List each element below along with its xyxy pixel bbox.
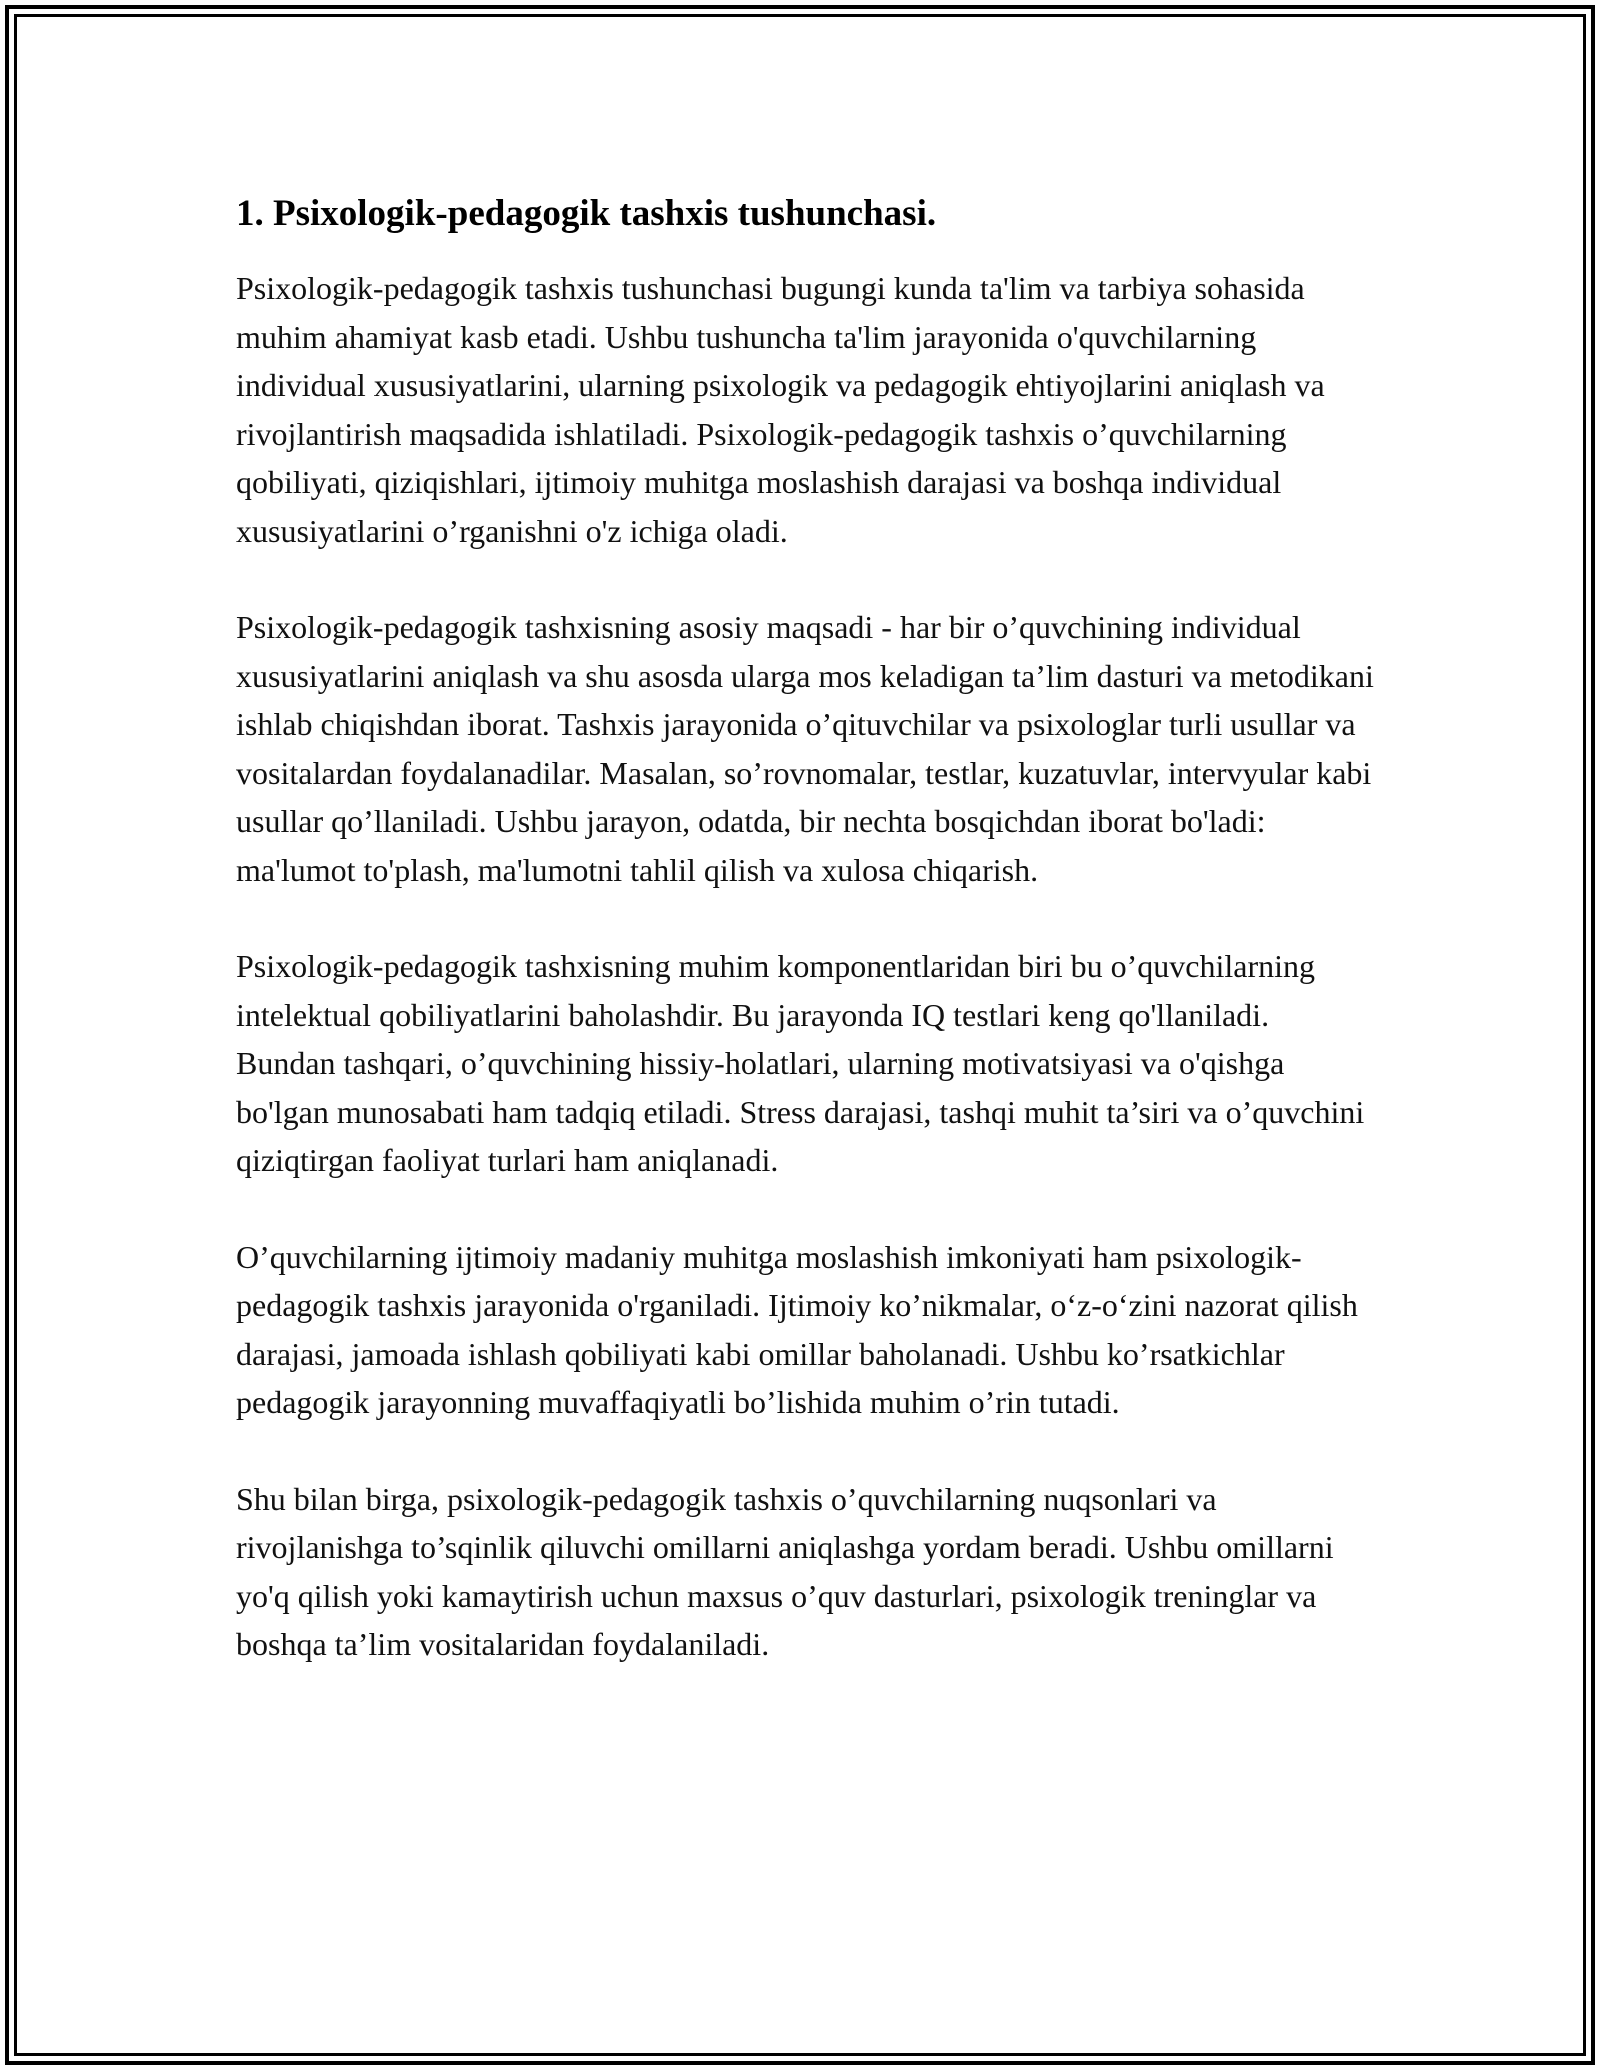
paragraph-5: Shu bilan birga, psixologik-pedagogik tashxis o’quvchilarning nuqsonlari va rivojlanishga to’sqinlik qiluvchi omillarni aniqlashga yordam beradi. Ushbu omillarni yo'q qilish yoki kamaytirish uchun maxsus o’quv dasturlari, psixologik treninglar va boshqa ta’lim vositalaridan foydalaniladi. bbox=[236, 1480, 1334, 1662]
paragraph-2: Psixologik-pedagogik tashxisning asosiy maqsadi - har bir o’quvchining individual xususiyatlarini aniqlash va shu asosda ularga mos keladigan ta’lim dasturi va metodikani ishlab chiqishdan iborat. Tashxis jarayonida o’qituvchilar va psixologlar turli usullar va vositalardan foydalanadilar. Masalan, so’rovnomalar, testlar, kuzatuvlar, intervyular kabi usullar qo’llaniladi. Ushbu jarayon, odatda, bir nechta bosqichdan iborat bo'ladi: ma'lumot to'plash, ma'lumotni tahlil qilish va xulosa chiqarish. bbox=[236, 609, 1374, 888]
section-heading: 1. Psixologik-pedagogik tashxis tushunchasi. bbox=[236, 193, 937, 234]
paragraph-3: Psixologik-pedagogik tashxisning muhim komponentlaridan biri bu o’quvchilarning intelektual qobiliyatlarini baholashdir. Bu jarayonda IQ testlari keng qo'llaniladi. Bundan tashqari, o’quvchining hissiy-holatlari, ularning motivatsiyasi va o'qishga bo'lgan munosabati ham tadqiq etiladi. Stress darajasi, tashqi muhit ta’siri va o’quvchini qiziqtirgan faoliyat turlari ham aniqlanadi. bbox=[236, 948, 1365, 1178]
paragraph-1: Psixologik-pedagogik tashxis tushunchasi bugungi kunda ta'lim va tarbiya sohasida muhim ahamiyat kasb etadi. Ushbu tushuncha ta'lim jarayonida o'quvchilarning individual xususiyatlarini, ularning psixologik va pedagogik ehtiyojlarini aniqlash va rivojlantirish maqsadida ishlatiladi. Psixologik-pedagogik tashxis o’quvchilarning qobiliyati, qiziqishlari, ijtimoiy muhitga moslashish darajasi va boshqa individual xususiyatlarini o’rganishni o'z ichiga oladi. bbox=[236, 270, 1325, 549]
paragraph-4: O’quvchilarning ijtimoiy madaniy muhitga moslashish imkoniyati ham psixologik-pedagogik tashxis jarayonida o'rganiladi. Ijtimoiy ko’nikmalar, o‘z-o‘zini nazorat qilish darajasi, jamoada ishlash qobiliyati kabi omillar baholanadi. Ushbu ko’rsatkichlar pedagogik jarayonning muvaffaqiyatli bo’lishida muhim o’rin tutadi. bbox=[236, 1238, 1358, 1420]
document-body bbox=[236, 186, 1376, 1669]
